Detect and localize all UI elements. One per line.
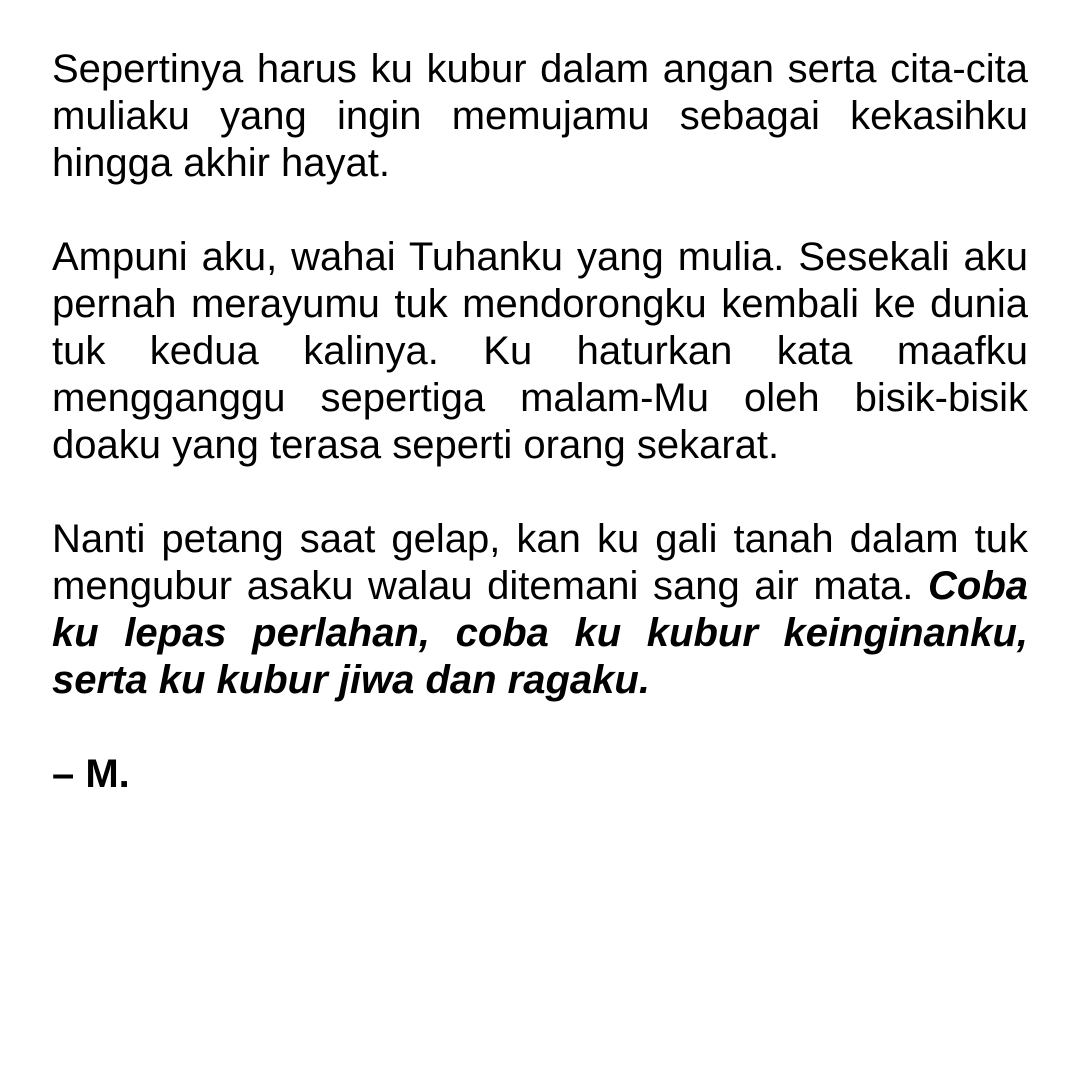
paragraph-3-emphasis: Coba ku lepas perlahan, coba ku kubur keinginanku, serta ku kubur jiwa dan ragaku. [52,564,1028,702]
signature: – M. [52,752,130,796]
paragraph-2-text: Ampuni aku, wahai Tuhanku yang mulia. Sesekali aku pernah merayumu tuk mendorongku kembali ke dunia tuk kedua kalinya. Ku haturkan kata maafku mengganggu sepertiga malam-Mu oleh bisik-bisik doaku yang terasa seperti orang sekarat. [52,235,1028,467]
paragraph-1-text: Sepertinya harus ku kubur dalam angan serta cita-cita muliaku yang ingin memujamu sebagai kekasihku hingga akhir hayat. [52,47,1028,185]
paragraph-2 [52,234,1028,469]
paragraph-1 [52,46,1028,187]
paragraph-3 [52,516,1028,704]
paragraph-3-text: Nanti petang saat gelap, kan ku gali tanah dalam tuk mengubur asaku walau ditemani sang air mata. [52,517,1028,608]
poem-document [52,46,1028,798]
